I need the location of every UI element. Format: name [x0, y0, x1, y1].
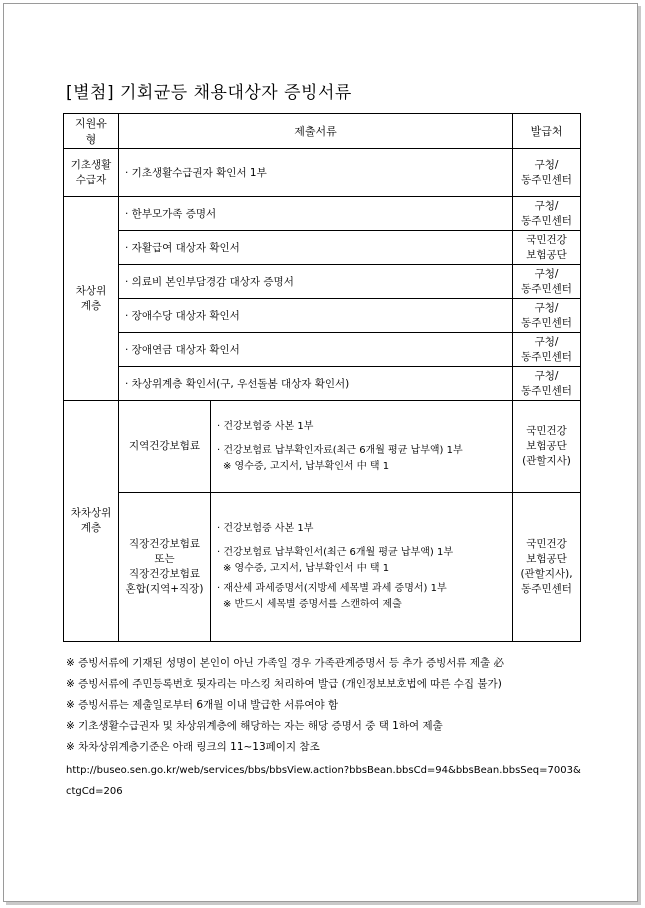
type-label: 차차상위 [70, 507, 112, 519]
table-row [64, 231, 581, 265]
subtype-cell-workplace [119, 493, 211, 642]
doc-cell: · 의료비 본인부담경감 대상자 증명서 [119, 265, 513, 299]
note-item: ※ 증빙서류에 주민등록번호 뒷자리는 마스킹 처리하여 발급 (개인정보보호법에 따른 수집 불가) [66, 678, 502, 690]
header-docs: 제출서류 [119, 114, 513, 149]
issuer-cell [513, 265, 581, 299]
table-row [64, 299, 581, 333]
header-issuer: 발급처 [513, 114, 581, 149]
doc-note-line: ※ 영수증, 고지서, 납부확인서 中 택 1 [223, 460, 390, 472]
doc-note-line: ※ 영수증, 고지서, 납부확인서 中 택 1 [223, 563, 390, 574]
issuer-cell [513, 231, 581, 265]
issuer-cell [513, 401, 581, 493]
type-label: 기초생활 [70, 158, 112, 171]
doc-line: · 건강보험증 사본 1부 [217, 523, 314, 534]
issuer-label: 동주민센터 [521, 282, 572, 295]
doc-cell: · 차상위계층 확인서(구, 우선돌봄 대상자 확인서) [119, 367, 513, 401]
issuer-cell [513, 149, 581, 197]
notes-section [66, 655, 586, 802]
issuer-label: 동주민센터 [521, 350, 572, 363]
issuer-label: (관할지사) [522, 455, 571, 467]
doc-line: · 건강보험증 사본 1부 [217, 420, 314, 432]
issuer-label: 보험공단 [526, 248, 567, 261]
type-cell-next-near-poor [64, 401, 119, 642]
issuer-label: 국민건강 [526, 538, 567, 550]
issuer-label: 동주민센터 [521, 384, 572, 397]
table-row [64, 333, 581, 367]
subtype-label: 직장건강보험료 [128, 538, 200, 550]
type-cell-basic [64, 149, 119, 197]
reference-link[interactable]: http://buseo.sen.go.kr/web/services/bbs/bbsView.action?bbsBean.bbsCd=94&bbsBean.bbsSeq=7003&ctgCd=206 [66, 765, 581, 797]
table-row [64, 367, 581, 401]
issuer-label: 구청/ [534, 158, 559, 171]
doc-note-line: ※ 반드시 세목별 증명서를 스캔하여 제출 [223, 599, 402, 610]
doc-cell [211, 493, 513, 642]
subtype-cell-regional: 지역건강보험료 [119, 401, 211, 493]
doc-cell: · 기초생활수급권자 확인서 1부 [119, 149, 513, 197]
table-row [64, 493, 581, 642]
doc-cell: · 장애연금 대상자 확인서 [119, 333, 513, 367]
issuer-cell [513, 197, 581, 231]
issuer-label: 구청/ [534, 199, 559, 212]
page-title: [별첨] 기회균등 채용대상자 증빙서류 [66, 83, 352, 103]
table-row [64, 265, 581, 299]
issuer-label: (관할지사), [520, 568, 573, 580]
table-row [64, 197, 581, 231]
doc-line: · 재산세 과세증명서(지방세 세목별 과세 증명서) 1부 [217, 583, 447, 594]
note-item: ※ 차차상위계층기준은 아래 링크의 11~13페이지 참조 [66, 741, 320, 753]
issuer-label: 국민건강 [526, 425, 567, 437]
issuer-label: 구청/ [534, 267, 559, 280]
doc-line: · 건강보험료 납부확인자료(최근 6개월 평균 납부액) 1부 [217, 444, 463, 456]
type-cell-near-poor [64, 197, 119, 401]
note-item: ※ 증빙서류에 기재된 성명이 본인이 아닌 가족일 경우 가족관계증명서 등 추가 증빙서류 제출 必 [66, 657, 504, 669]
table-row [64, 149, 581, 197]
issuer-cell [513, 367, 581, 401]
issuer-label: 동주민센터 [521, 316, 572, 329]
type-label: 수급자 [75, 173, 107, 186]
doc-line: · 건강보험료 납부확인서(최근 6개월 평균 납부액) 1부 [217, 547, 453, 558]
subtype-label: 직장건강보험료 [128, 568, 200, 580]
issuer-label: 동주민센터 [521, 214, 572, 227]
issuer-label: 보험공단 [526, 440, 567, 452]
issuer-cell [513, 493, 581, 642]
evidence-documents-table [63, 113, 581, 642]
issuer-label: 동주민센터 [521, 583, 572, 595]
doc-cell: · 자활급여 대상자 확인서 [119, 231, 513, 265]
type-label: 계층 [80, 299, 102, 312]
subtype-label: 또는 [154, 553, 175, 565]
header-type: 지원유형 [64, 114, 119, 149]
issuer-label: 구청/ [534, 369, 559, 382]
doc-cell: · 장애수당 대상자 확인서 [119, 299, 513, 333]
issuer-label: 구청/ [534, 301, 559, 314]
issuer-label: 구청/ [534, 335, 559, 348]
issuer-cell [513, 299, 581, 333]
issuer-label: 국민건강 [526, 233, 567, 246]
table-header-row [64, 114, 581, 149]
doc-cell: · 한부모가족 증명서 [119, 197, 513, 231]
note-item: ※ 기초생활수급권자 및 차상위계층에 해당하는 자는 해당 증명서 중 택 1하여 제출 [66, 720, 443, 732]
note-item: ※ 증빙서류는 제출일로부터 6개월 이내 발급한 서류여야 함 [66, 699, 339, 711]
doc-cell [211, 401, 513, 493]
subtype-label: 혼합(지역+직장) [125, 583, 204, 595]
issuer-cell [513, 333, 581, 367]
type-label: 계층 [80, 522, 102, 534]
issuer-label: 보험공단 [526, 553, 567, 565]
table-row [64, 401, 581, 493]
type-label: 차상위 [75, 284, 107, 297]
issuer-label: 동주민센터 [521, 173, 572, 186]
